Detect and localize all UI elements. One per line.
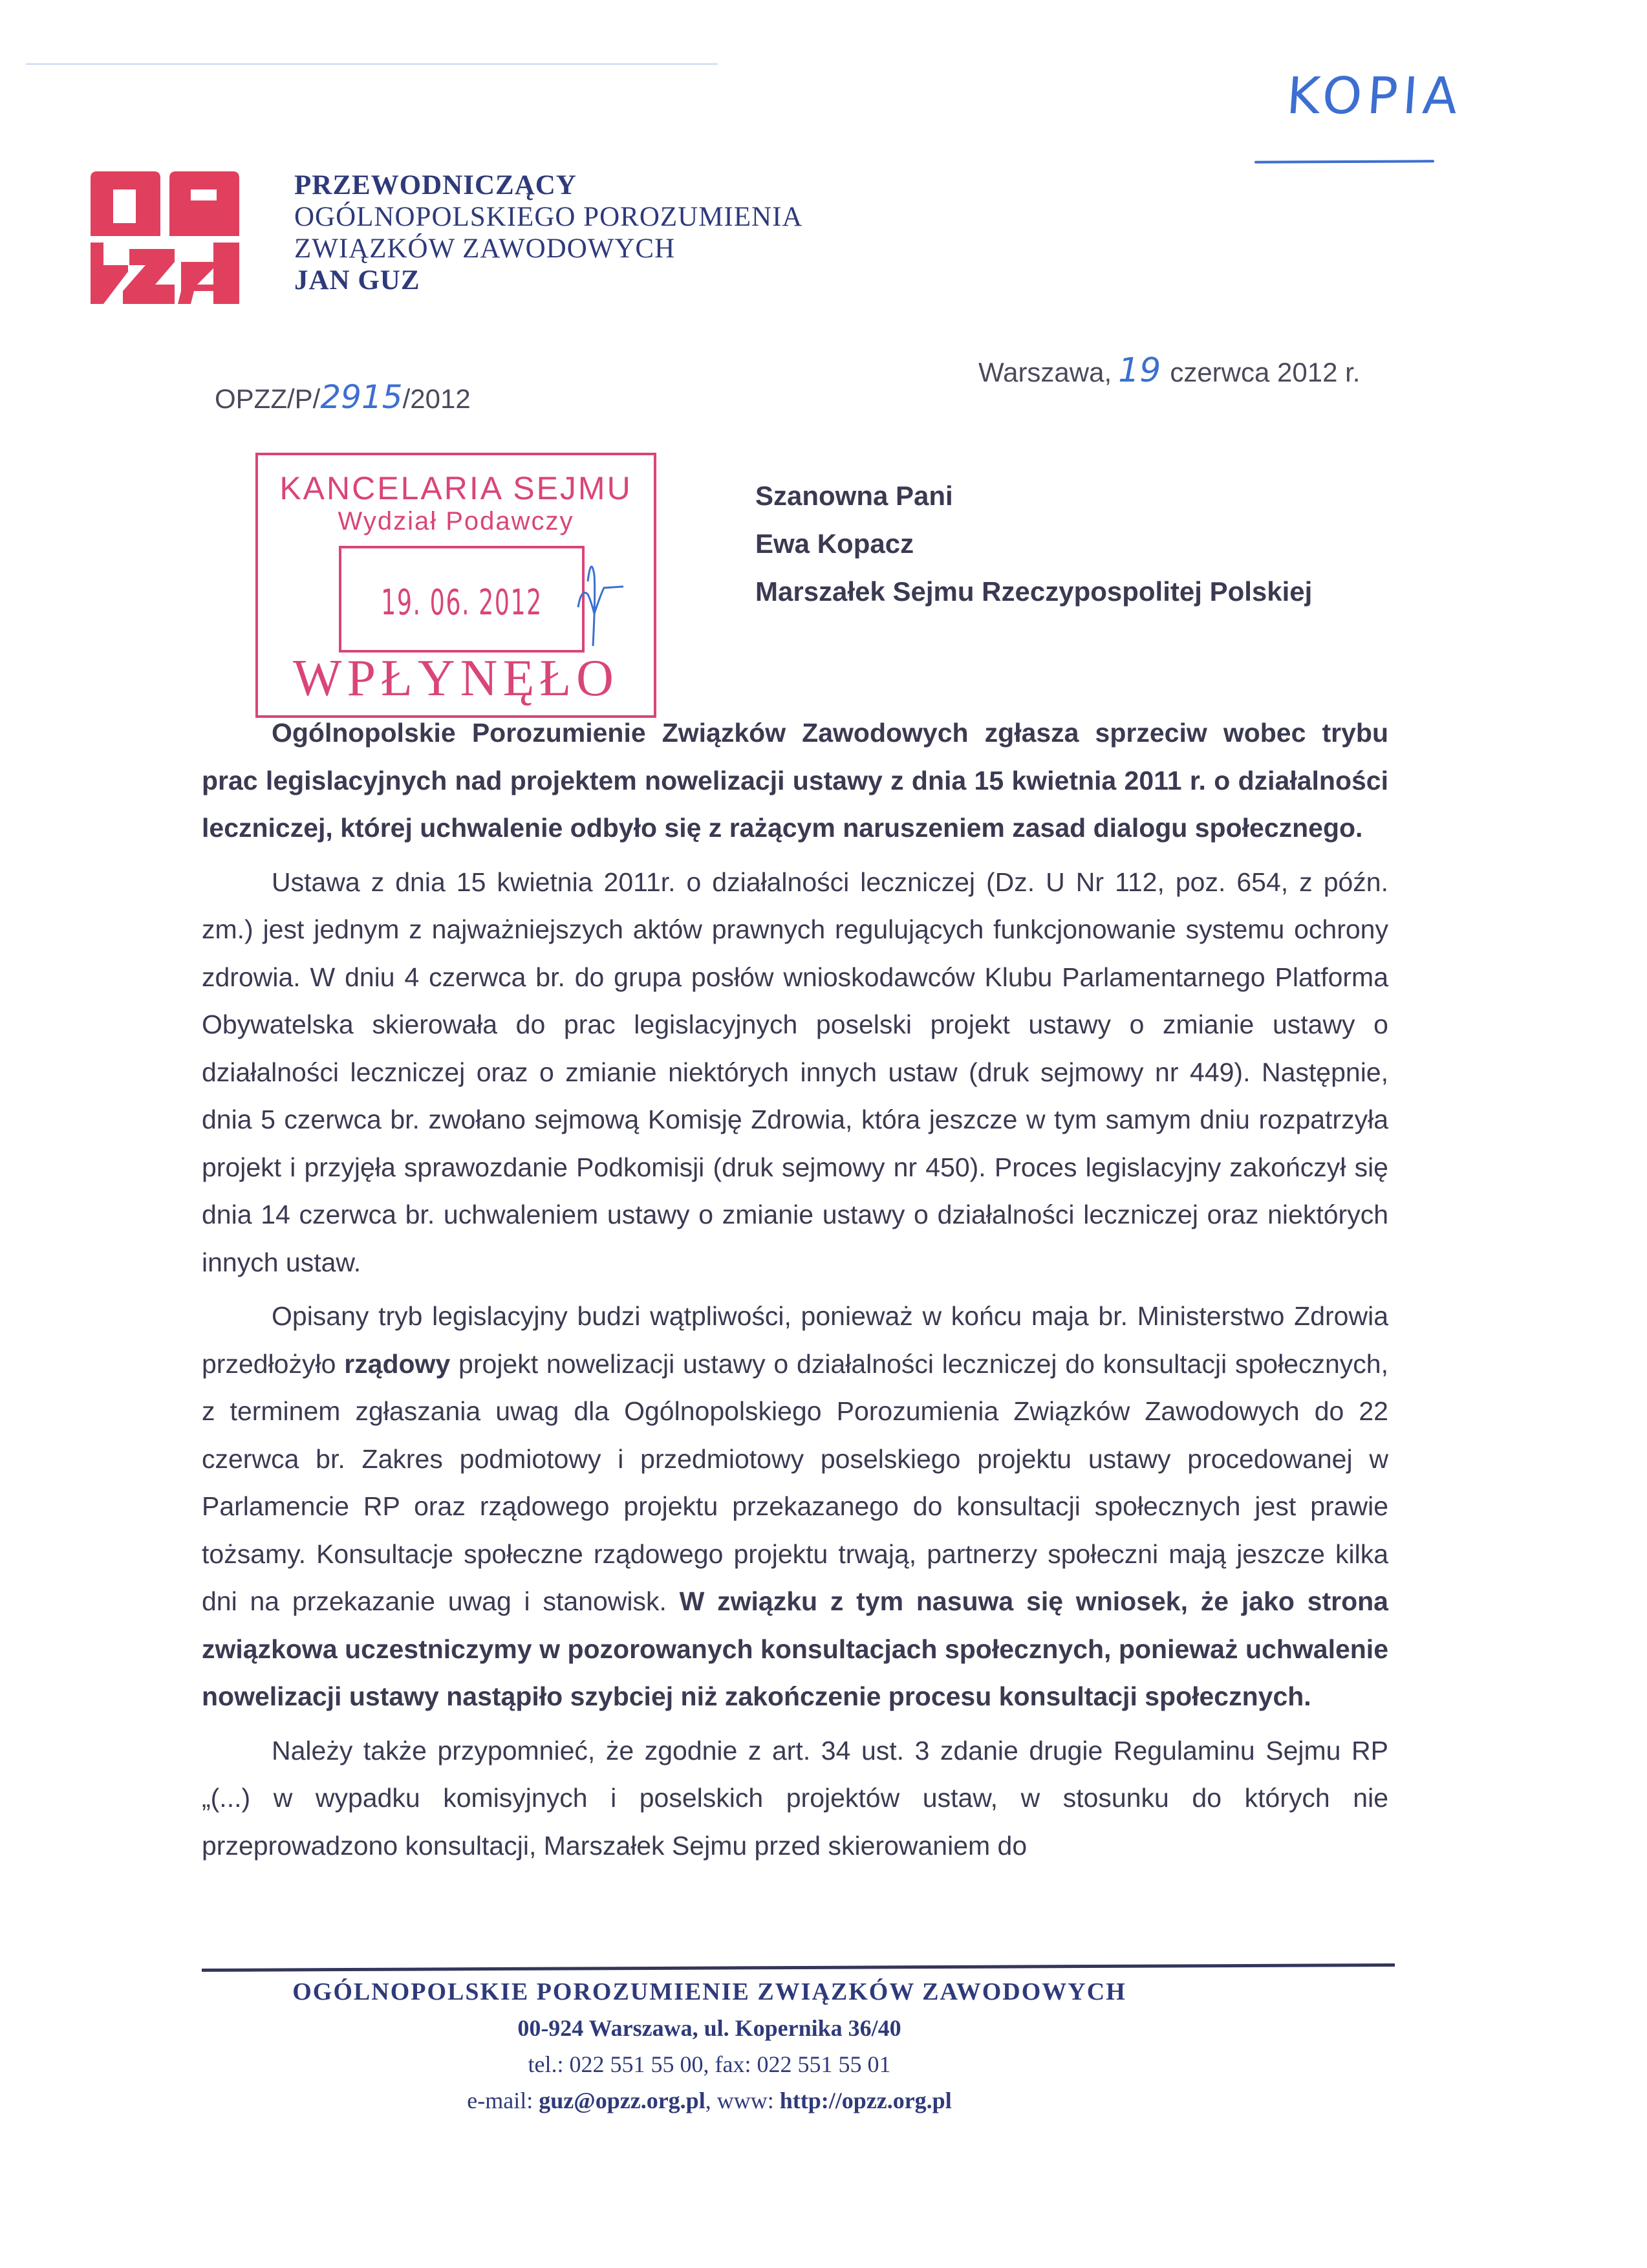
kopia-annotation xyxy=(1248,65,1465,142)
body-p3-bold2: W związku z tym nasuwa się wniosek, że jako strona związkowa uczestniczymy w pozorowanych konsultacjach społecznych, ponieważ uchwalenie nowelizacji ustawy nastąpiło szybciej niż zakończenie procesu konsultacji społecznych. xyxy=(202,1586,1388,1711)
body-paragraph-1: Ogólnopolskie Porozumienie Związków Zawodowych zgłasza sprzeciw wobec trybu prac legislacyjnych nad projektem nowelizacji ustawy z dnia 15 kwietnia 2011 r. o działalności leczniczej, której uchwalenie odbyło się z rażącym naruszeniem zasad dialogu społecznego. xyxy=(202,718,1388,843)
footer-phone: tel.: 022 551 55 00, fax: 022 551 55 01 xyxy=(528,2051,891,2077)
addressee-title: Marszałek Sejmu Rzeczypospolitej Polskiej xyxy=(755,576,1313,607)
footer-email-label: e-mail: xyxy=(467,2088,539,2113)
reference-handwritten: 2915 xyxy=(320,378,403,416)
letterhead xyxy=(294,169,802,296)
addressee-name: Ewa Kopacz xyxy=(755,528,914,559)
footer-contact xyxy=(202,2082,1217,2119)
opzz-logo-icon xyxy=(84,165,246,310)
stamp-footer: WPŁYNĘŁO xyxy=(293,650,619,707)
reference-prefix: OPZZ/P/ xyxy=(215,383,321,414)
stamp-title: KANCELARIA SEJMU xyxy=(279,470,632,506)
kopia-handwritten-text: KOPIA xyxy=(1284,67,1465,125)
footer-org: OGÓLNOPOLSKIE POROZUMIENIE ZWIĄZKÓW ZAWODOWYCH xyxy=(292,1978,1126,2005)
footer-www-link[interactable]: http://opzz.org.pl xyxy=(779,2088,952,2113)
footer-address: 00-924 Warszawa, ul. Kopernika 36/40 xyxy=(517,2015,901,2041)
addressee-salutation: Szanowna Pani xyxy=(755,481,953,511)
stamp-date: 19. 06. 2012 xyxy=(381,582,543,623)
footer-divider xyxy=(202,1963,1395,1972)
date-place: Warszawa, xyxy=(978,357,1112,387)
reference-number xyxy=(215,378,471,416)
stamp-date-box xyxy=(339,546,585,653)
date-handwritten-day: 19 xyxy=(1118,351,1161,390)
logo-letter-a xyxy=(178,243,239,304)
body-p3-part1: Opisany tryb legislacyjny budzi wątpliwości, ponieważ w końcu maja br. Ministerstwo Zdrowia przedłożyło xyxy=(202,1301,1388,1379)
footer xyxy=(202,1974,1217,2119)
logo-letter-z1 xyxy=(91,243,128,304)
reference-suffix: /2012 xyxy=(402,383,471,414)
body-paragraph-2: Ustawa z dnia 15 kwietnia 2011r. o działalności leczniczej (Dz. U Nr 112, poz. 654, z późn. zm.) jest jednym z najważniejszych aktów prawnych regulujących funkcjonowanie systemu ochrony zdrowia. W dniu 4 czerwca br. do grupa posłów wnioskodawców Klubu Parlamentarnego Platforma Obywatelska skierowała do prac legislacyjnych poselski projekt ustawy o zmianie ustawy o działalności leczniczej oraz o zmianie niektórych innych ustaw (druk sejmowy nr 449). Następnie, dnia 5 czerwca br. zwołano sejmową Komisję Zdrowia, która jeszcze w tym samym dniu rozpatrzyła projekt i przyjęła sprawozdanie Podkomisji (druk sejmowy nr 450). Proces legislacyjny zakończył się dnia 14 czerwca br. uchwaleniem ustawy o zmianie ustawy o działalności leczniczej oraz niektórych innych ustaw. xyxy=(202,867,1388,1277)
letterhead-org-line1: OGÓLNOPOLSKIEGO POROZUMIENIA xyxy=(294,202,803,232)
date-rest: czerwca 2012 r. xyxy=(1170,357,1361,387)
kopia-underline xyxy=(1254,160,1434,163)
scan-artifact-line xyxy=(26,63,718,65)
logo-letter-o xyxy=(91,171,160,236)
signature-icon xyxy=(575,556,627,646)
date-line xyxy=(978,351,1360,390)
logo-letter-z2 xyxy=(123,249,175,304)
logo-bar xyxy=(169,217,213,236)
body-paragraph-4: Należy także przypomnieć, że zgodnie z art. 34 ust. 3 zdanie drugie Regulaminu Sejmu RP „(...) w wypadku komisyjnych i poselskich projektów ustaw, w stosunku do których nie przeprowadzono konsultacji, Marszałek Sejmu przed skierowaniem do xyxy=(202,1735,1388,1861)
body-p3-bold1: rządowy xyxy=(344,1348,451,1379)
letterhead-name: JAN GUZ xyxy=(294,265,420,296)
letterhead-title: PRZEWODNICZĄCY xyxy=(294,170,577,200)
footer-email-link[interactable]: guz@opzz.org.pl xyxy=(539,2088,705,2113)
addressee-block xyxy=(755,472,1312,616)
footer-www-label: , www: xyxy=(705,2088,780,2113)
letterhead-org-line2: ZWIĄZKÓW ZAWODOWYCH xyxy=(294,233,676,264)
letter-body xyxy=(202,709,1388,1870)
body-p3-part2: projekt nowelizacji ustawy o działalności leczniczej do konsultacji społecznych, z terminem zgłaszania uwag dla Ogólnopolskiego Porozumienia Związków Zawodowych do 22 czerwca br. Zakres podmiotowy i przedmiotowy poselskiego projektu ustawy procedowanej w Parlamencie RP oraz rządowego projektu przekazanego do konsultacji społecznych jest prawie tożsamy. Konsultacje społeczne rządowego projektu trwają, partnerzy społeczni mają jeszcze kilka dni na przekazanie uwag i stanowisk. xyxy=(202,1348,1388,1616)
received-stamp xyxy=(255,453,656,718)
body-paragraph-3 xyxy=(202,1293,1388,1721)
stamp-subtitle: Wydział Podawczy xyxy=(338,507,574,535)
